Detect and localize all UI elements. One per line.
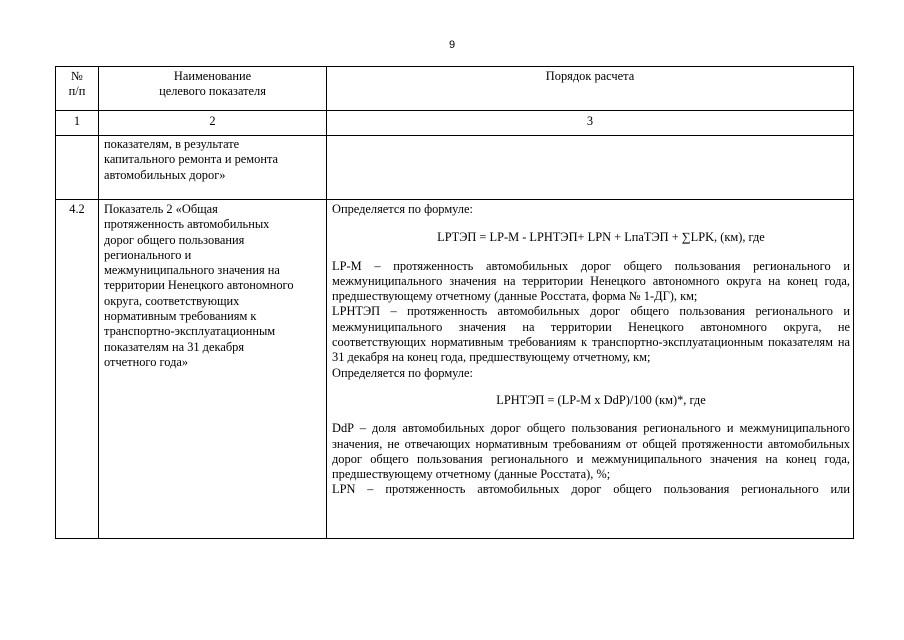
name-line: нормативным требованиям к [104,309,257,324]
continuation-name-cell [99,136,327,200]
indicator-number: 4.2 [56,200,99,539]
header-calc-cell [327,67,854,111]
header-name-cell [99,67,327,111]
indicator-row [56,200,854,539]
formula-main: LPТЭП = LP-M - LPНТЭП+ LPN + LпаТЭП + ∑LPK, (км), где [437,230,765,245]
name-line: Показатель 2 «Общая [104,202,218,216]
definition-lpn: LPN – протяженность автомобильных дорог общего пользования регионального или [332,482,850,497]
definition-lpntep: LPНТЭП – протяженность автомобильных дорог общего пользования регионального и межмуниципального значения на территории Ненецкого автономного округа, не соответствующих нормативным требованиям к транспортно-эксплуатационным показателям на 31 декабря на конец года, предшествующему отчетному, км; [332,304,850,365]
name-line: автомобильных дорог» [104,167,226,182]
formula-intro: Определяется по формуле: [332,202,473,216]
header-number-line1: № [71,69,83,83]
name-line: показателям на 31 декабря [104,339,245,354]
name-line: регионального и [104,247,192,262]
column-number: 1 [73,114,81,128]
name-line: капитального ремонта и ремонта [104,152,279,167]
name-line: транспортно-эксплуатационным [104,324,276,339]
header-name-line2: целевого показателя [159,84,266,99]
header-number-line2: п/п [68,84,86,99]
continuation-number-cell [56,136,99,200]
name-line: межмуниципального значения на [104,263,280,278]
column-number: 3 [586,114,594,128]
name-line: показателям, в результате [104,137,240,151]
name-line: отчетного года» [104,354,189,369]
continuation-calc-cell [327,136,854,200]
header-calc-label: Порядок расчета [545,69,635,83]
column-numbers-row [56,111,854,136]
name-line: дорог общего пользования [104,232,245,247]
definition-lpm: LP-M – протяженность автомобильных дорог общего пользования регионального и межмуниципального значения на территории Ненецкого автономного округа на конец года, предшествующему отчетному (данные Росстата, форма № 1-ДГ), км; [332,258,850,304]
indicator-name-cell [99,200,327,539]
header-name-line1: Наименование [173,69,252,83]
indicators-table [55,66,854,539]
header-number-cell [56,67,99,111]
continuation-row [56,136,854,200]
name-line: территории Ненецкого автономного [104,278,294,293]
formula-intro: Определяется по формуле: [332,365,473,380]
indicator-calc-cell [327,200,854,539]
name-line: протяженность автомобильных [104,217,270,232]
column-number: 2 [209,114,216,128]
name-line: округа, соответствующих [104,293,240,308]
definition-ddp: DdP – доля автомобильных дорог общего пользования регионального и межмуниципального значения, не отвечающих нормативным требованиям от общей протяженности автомобильных дорог общего пользования регионального и межмуниципального значения на конец года, предшествующему отчетному (данные Росстата), %; [332,421,850,482]
table-header-row [56,67,854,111]
formula-secondary: LPНТЭП = (LP-M x DdP)/100 (км)*, где [496,392,706,407]
page-number: 9 [448,39,456,51]
